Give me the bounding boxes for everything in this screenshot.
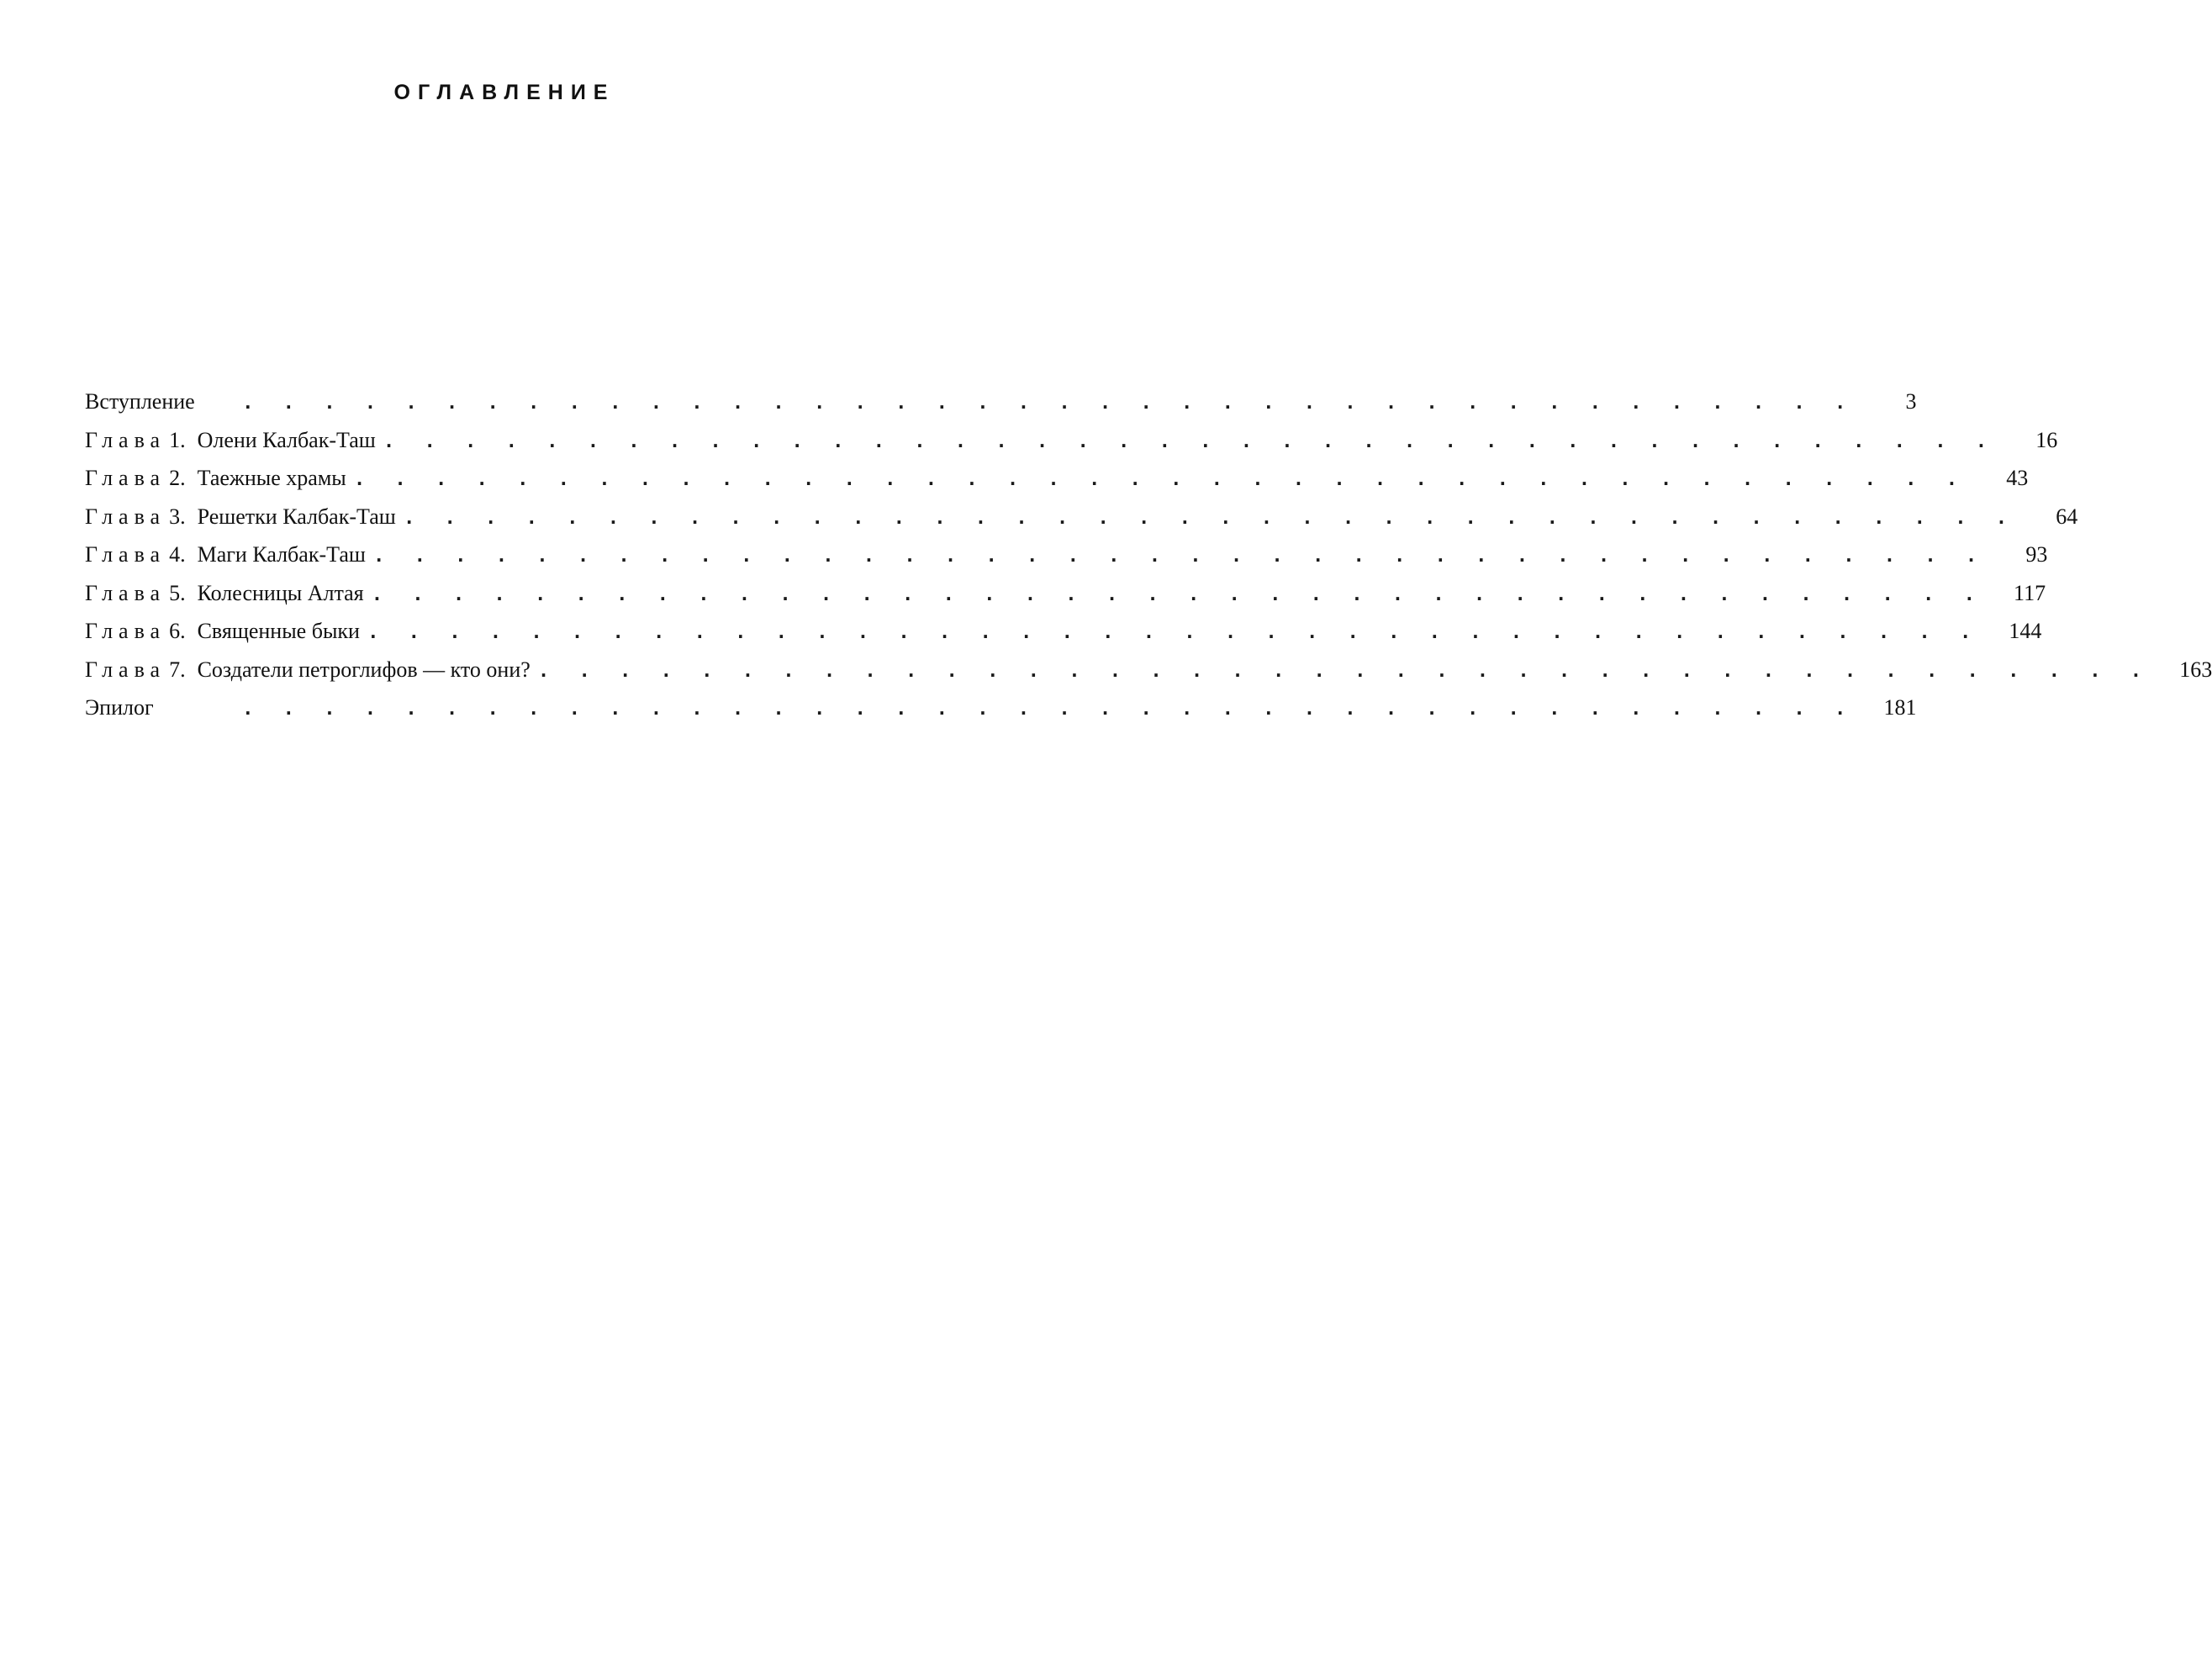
toc-entry-title: Эпилог	[85, 695, 154, 720]
toc-entry-page: 43	[2006, 466, 2029, 490]
toc-dot-leader: . . . . . . . . . . . . . . . . . . . . . . . . . . . . . . . . . . . . . . . .	[373, 583, 1988, 604]
toc-entry-title: Олени Калбак-Таш	[197, 427, 376, 452]
toc-entry-prefix: Глава	[85, 427, 166, 452]
toc-entry-title: Колесницы Алтая	[197, 580, 364, 605]
toc-entry-prefix: Глава	[85, 466, 166, 490]
toc-entry-number: 3.	[169, 504, 186, 529]
toc-dot-leader: . . . . . . . . . . . . . . . . . . . . . . . . . . . . . . . . . . . . . . . .	[369, 622, 1983, 642]
toc-dot-leader: . . . . . . . . . . . . . . . . . . . . . . . . . . . . . . . . . . . . . . . .	[385, 430, 1999, 451]
toc-entry	[85, 427, 2058, 467]
toc-heading: ОГЛАВЛЕНИЕ	[393, 81, 615, 104]
toc-entry-title: Таежные храмы	[197, 466, 346, 490]
toc-entry-prefix: Глава	[85, 580, 166, 605]
toc-entry-prefix: Глава	[85, 619, 166, 643]
toc-list	[85, 389, 2212, 734]
toc-entry-number: 6.	[169, 619, 186, 643]
toc-entry-page: 144	[2009, 619, 2042, 643]
toc-dot-leader: . . . . . . . . . . . . . . . . . . . . . . . . . . . . . . . . . . . . . . . .	[245, 699, 1858, 719]
toc-dot-leader: . . . . . . . . . . . . . . . . . . . . . . . . . . . . . . . . . . . . . . . .	[405, 507, 2019, 528]
toc-entry-page: 3	[1905, 389, 1917, 414]
toc-entry	[85, 466, 2029, 504]
toc-entry-prefix: Глава	[85, 542, 166, 567]
toc-dot-leader: . . . . . . . . . . . . . . . . . . . . . . . . . . . . . . . . . . . . . . . .	[245, 393, 1858, 413]
toc-dot-leader: . . . . . . . . . . . . . . . . . . . . . . . . . . . . . . . . . . . . . . . .	[356, 469, 1970, 489]
toc-entry-number: 5.	[169, 580, 186, 605]
toc-entry-page: 64	[2056, 504, 2078, 529]
toc-entry	[85, 389, 1917, 428]
toc-entry-title: Священные быки	[197, 619, 360, 643]
toc-entry	[85, 657, 2212, 696]
toc-entry-number: 4.	[169, 542, 186, 567]
toc-entry-title: Маги Калбак-Таш	[197, 542, 366, 567]
toc-entry-title: Вступление	[85, 389, 195, 414]
toc-entry	[85, 542, 2048, 581]
toc-entry	[85, 619, 2042, 657]
toc-entry-prefix: Глава	[85, 657, 166, 682]
toc-entry-page: 163	[2179, 657, 2212, 682]
toc-entry-prefix: Глава	[85, 504, 166, 529]
toc-dot-leader: . . . . . . . . . . . . . . . . . . . . . . . . . . . . . . . . . . . . . . . .	[375, 546, 1989, 566]
toc-entry-number: 2.	[169, 466, 186, 490]
toc-entry	[85, 580, 2046, 620]
toc-entry-number: 1.	[169, 427, 186, 452]
toc-entry-page: 181	[1883, 695, 1917, 720]
toc-dot-leader: . . . . . . . . . . . . . . . . . . . . . . . . . . . . . . . . . . . . . . . .	[540, 660, 2154, 681]
toc-entry-page: 16	[2035, 427, 2058, 452]
toc-entry-page: 93	[2025, 542, 2048, 567]
toc-entry	[85, 695, 1917, 734]
toc-entry-number: 7.	[169, 657, 186, 682]
toc-entry-title: Создатели петроглифов — кто они?	[197, 657, 531, 682]
toc-entry-page: 117	[2014, 580, 2046, 605]
toc-entry-title: Решетки Калбак-Таш	[197, 504, 396, 529]
toc-entry	[85, 504, 2078, 543]
